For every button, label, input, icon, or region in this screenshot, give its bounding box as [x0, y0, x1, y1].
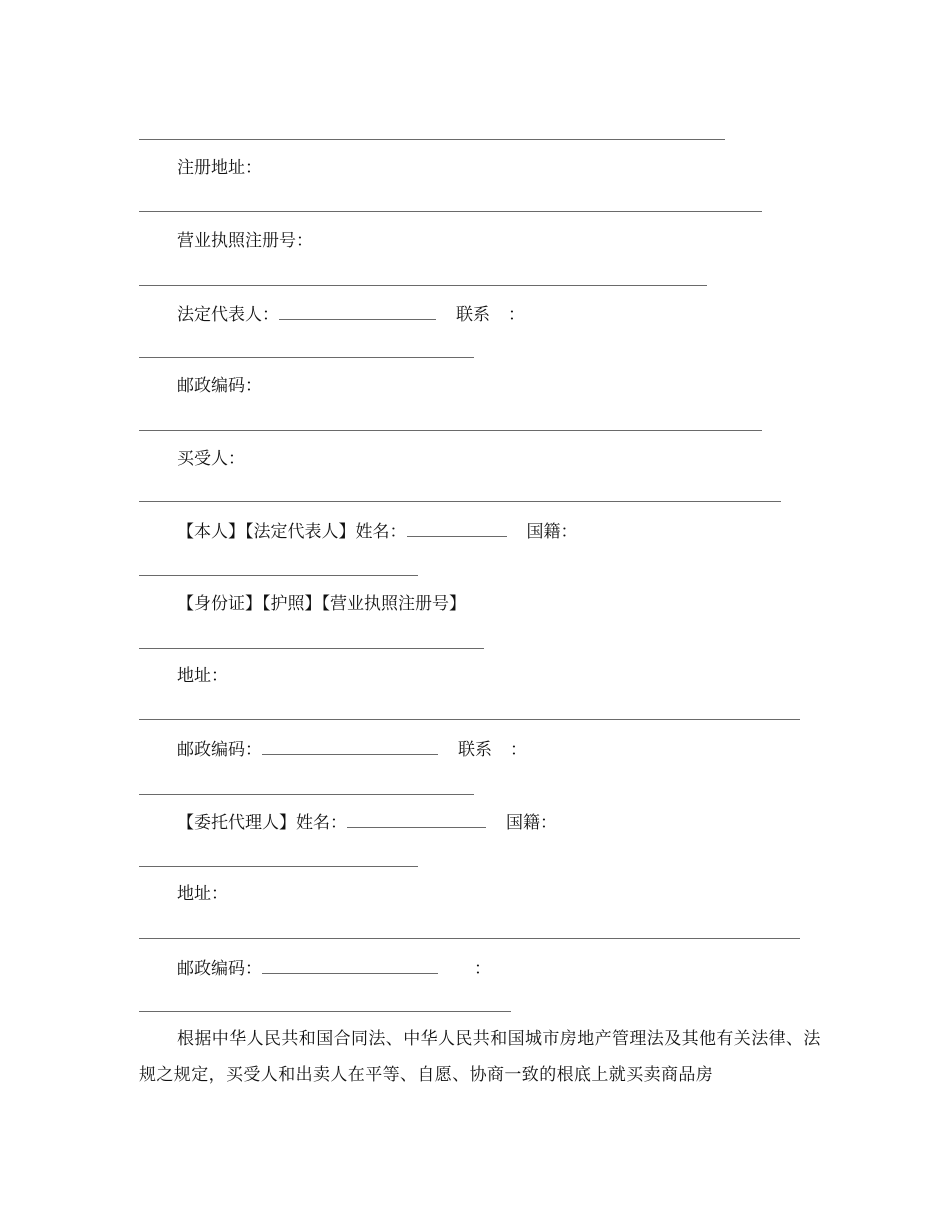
agent-nationality-label: 国籍： — [506, 813, 557, 833]
buyer-postal-label: 邮政编码： — [177, 740, 262, 760]
buyer-name-label: 【本人】【法定代表人】姓名： — [177, 522, 407, 542]
buyer-address-label: 地址： — [177, 666, 228, 686]
fill-line[interactable] — [139, 357, 474, 358]
buyer-heading: 买受人： — [177, 449, 245, 469]
buyer-contact-colon: ： — [510, 740, 527, 760]
agent-postal-blank[interactable] — [262, 957, 438, 974]
legal-rep-label: 法定代表人： — [177, 305, 279, 325]
fill-line[interactable] — [139, 794, 474, 795]
buyer-contact-label: 联系 — [458, 740, 492, 760]
buyer-id-type-label: 【身份证】【护照】【营业执照注册号】 — [177, 594, 466, 614]
buyer-name-blank[interactable] — [407, 520, 507, 537]
seller-registered-address-label: 注册地址： — [177, 158, 262, 178]
buyer-postal-blank[interactable] — [262, 738, 438, 755]
seller-license-number-label: 营业执照注册号： — [177, 231, 313, 251]
contract-preamble-paragraph: 根据中华人民共和国合同法、中华人民共和国城市房地产管理法及其他有关法律、法规之规定，买受人和出卖人在平等、自愿、协商一致的根底上就买卖商品房 — [139, 1029, 821, 1085]
seller-legal-rep-row — [177, 303, 525, 326]
agent-phone-colon: ： — [474, 959, 491, 979]
buyer-postal-row — [177, 738, 527, 761]
fill-line[interactable] — [139, 211, 762, 212]
fill-line[interactable] — [139, 648, 484, 649]
agent-name-row — [177, 811, 557, 834]
contact-label: 联系 — [456, 305, 490, 325]
legal-rep-blank[interactable] — [279, 303, 436, 320]
fill-line[interactable] — [139, 938, 800, 939]
agent-name-label: 【委托代理人】姓名： — [177, 813, 347, 833]
fill-line[interactable] — [139, 719, 800, 720]
fill-line[interactable] — [139, 139, 725, 140]
seller-postal-code-label: 邮政编码： — [177, 376, 262, 396]
fill-line[interactable] — [139, 1011, 511, 1012]
agent-address-label: 地址： — [177, 884, 228, 904]
buyer-name-row — [177, 520, 578, 543]
agent-postal-row — [177, 957, 491, 980]
agent-postal-label: 邮政编码： — [177, 959, 262, 979]
buyer-nationality-label: 国籍： — [526, 522, 578, 542]
agent-name-blank[interactable] — [347, 811, 486, 828]
contact-colon: ： — [508, 305, 525, 325]
fill-line[interactable] — [139, 501, 781, 502]
fill-line[interactable] — [139, 430, 762, 431]
fill-line[interactable] — [139, 866, 418, 867]
fill-line[interactable] — [139, 285, 707, 286]
fill-line[interactable] — [139, 575, 418, 576]
